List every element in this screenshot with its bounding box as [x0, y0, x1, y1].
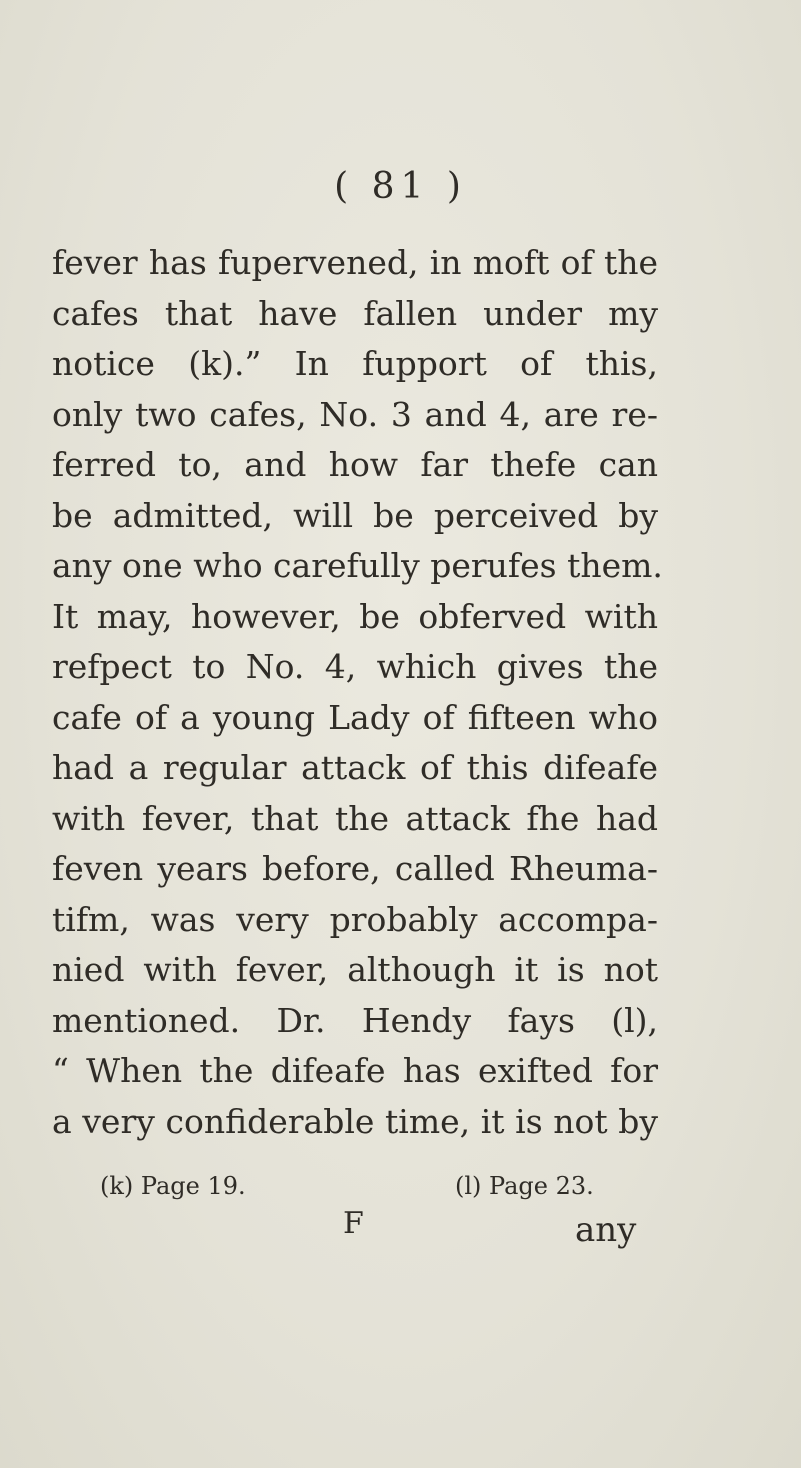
text-line: fever has fupervened, in moft of the	[52, 243, 658, 282]
text-line: tifm, was very probably accompa-	[52, 899, 658, 939]
text-line: notice (k).” In fupport of this,	[52, 344, 658, 383]
text-line: had a regular attack of this difeafe	[52, 748, 658, 787]
text-line: with fever, that the attack fhe had	[52, 798, 658, 838]
catchword: any	[575, 1210, 637, 1250]
text-line: mentioned. Dr. Hendy fays (l),	[52, 1000, 658, 1040]
text-line: nied with fever, although it is not	[52, 950, 658, 989]
text-line: cafes that have fallen under my	[52, 293, 658, 333]
text-line: It may, however, be obferved with	[52, 596, 658, 636]
page-number: ( 81 )	[334, 166, 467, 207]
signature-mark: F	[343, 1206, 364, 1241]
footnote-l: (l) Page 23.	[455, 1172, 594, 1200]
footnote-k: (k) Page 19.	[100, 1172, 246, 1200]
text-line: “ When the difeafe has exifted for	[52, 1051, 658, 1090]
text-line: ferred to, and how far thefe can	[52, 445, 658, 484]
text-line: any one who carefully perufes them.	[52, 546, 663, 585]
text-line: refpect to No. 4, which gives the	[52, 647, 658, 686]
text-line: a very confiderable time, it is not by	[52, 1101, 658, 1141]
text-line: be admitted, will be perceived by	[52, 495, 658, 535]
text-line: cafe of a young Lady of fifteen who	[52, 697, 658, 737]
body-text	[52, 238, 663, 1147]
text-line: feven years before, called Rheuma-	[52, 849, 658, 888]
text-line: only two cafes, No. 3 and 4, are re-	[52, 394, 658, 434]
